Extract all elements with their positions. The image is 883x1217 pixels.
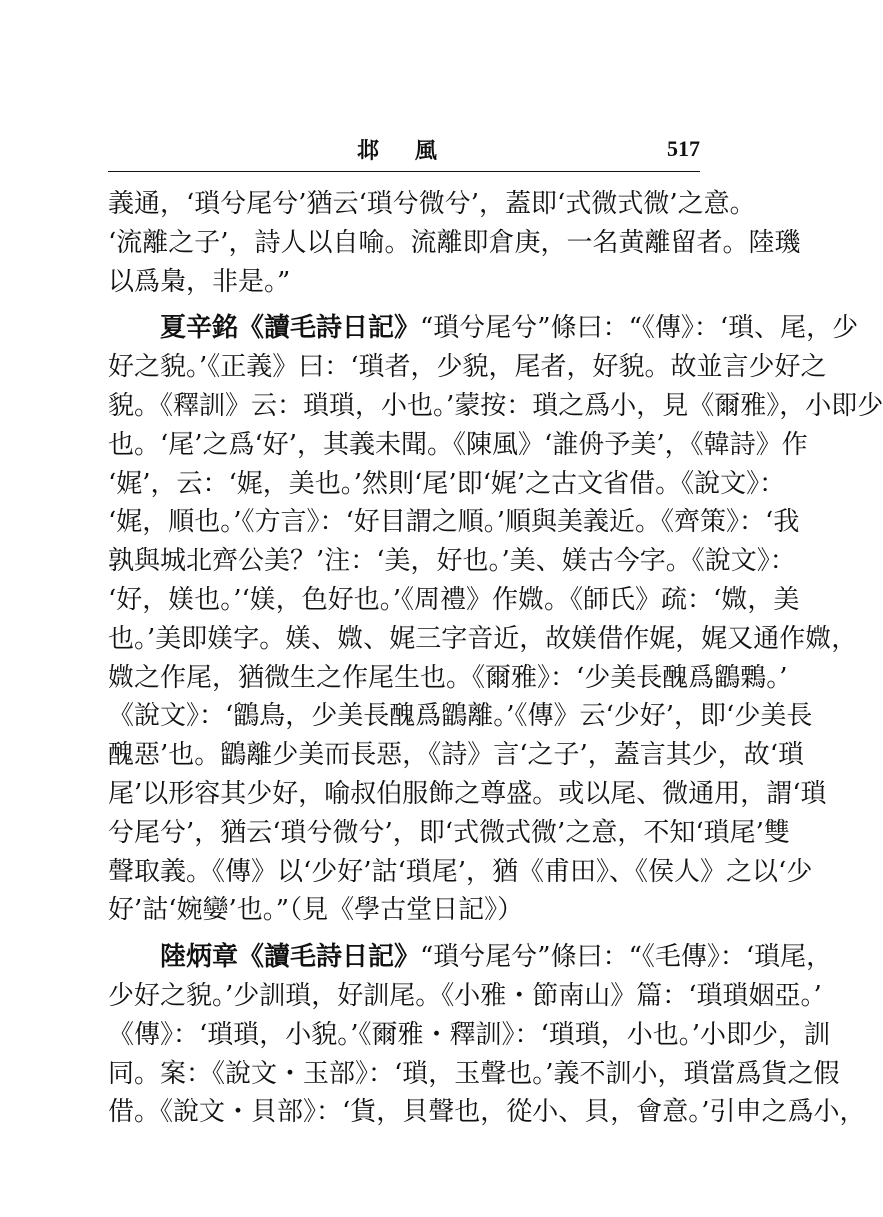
text-line: 《傳》：‘瑣瑣，小貌。’《爾雅・釋訓》：‘瑣瑣，小也。’小即少，訓 bbox=[108, 1019, 831, 1050]
paragraph-lead: 夏辛銘《讀毛詩日記》 bbox=[160, 313, 421, 344]
running-header bbox=[108, 128, 700, 168]
body-text bbox=[108, 185, 883, 1132]
text-line: 少好之貌。’少訓瑣，好訓尾。《小雅・節南山》篇：‘瑣瑣姻亞。’ bbox=[108, 980, 822, 1011]
paragraph-2 bbox=[108, 309, 883, 930]
text-line: ‘流離之子’，詩人以自喻。流離即倉庚，一名黄離留者。陸璣 bbox=[108, 227, 801, 258]
text-line: 也。‘尾’之爲‘好’，其義未聞。《陳風》‘誰侜予美’，《韓詩》作 bbox=[108, 429, 808, 460]
text-line: 以爲梟，非是。” bbox=[108, 266, 291, 297]
text-line: 聲取義。《傳》以‘少好’詁‘瑣尾’，猶《甫田》、《侯人》之以‘少 bbox=[108, 856, 813, 887]
text-line: ‘好，媄也。’‘媄，色好也。’《周禮》作媺。《師氏》疏：‘媺，美 bbox=[108, 584, 800, 615]
paragraph-lead: 陸炳章《讀毛詩日記》 bbox=[160, 942, 421, 973]
text-line: 孰與城北齊公美？’注：‘美，好也。’美、媄古今字。《說文》： bbox=[108, 546, 796, 577]
paragraph-1 bbox=[108, 185, 801, 301]
text-line bbox=[108, 938, 833, 977]
text-line: ‘娓’，云：‘娓，美也。’然則‘尾’即‘娓’之古文省借。《說文》： bbox=[108, 468, 786, 499]
header-rule bbox=[108, 171, 700, 172]
header-title: 邶 風 bbox=[357, 138, 451, 164]
text-line: 好’詁‘婉孌’也。”（見《學古堂日記》） bbox=[108, 895, 524, 926]
text-line bbox=[108, 309, 859, 348]
text-line: 好之貌。’《正義》曰：‘瑣者，少貌，尾者，好貌。故並言少好之 bbox=[108, 352, 827, 383]
page-number: 517 bbox=[667, 136, 700, 161]
text-line: 媺之作尾，猶微生之作尾生也。《爾雅》：‘少美長醜爲鶹鷅。’ bbox=[108, 662, 788, 693]
paragraph-first-line: “瑣兮尾兮”條曰：“《傳》：‘瑣、尾，少 bbox=[420, 313, 859, 344]
text-line: 義通，‘瑣兮尾兮’猶云‘瑣兮微兮’，蓋即‘式微式微’之意。 bbox=[108, 189, 756, 219]
text-line: 醜惡’也。鶹離少美而長惡，《詩》言‘之子’，蓋言其少，故‘瑣 bbox=[108, 740, 805, 771]
text-line: 尾’以形容其少好，喻叔伯服飾之尊盛。或以尾、微通用，謂‘瑣 bbox=[108, 778, 827, 809]
paragraph-first-line: “瑣兮尾兮”條曰：“《毛傳》：‘瑣尾， bbox=[420, 942, 833, 973]
text-line: 同。案：《說文・玉部》：‘瑣，玉聲也。’義不訓小，瑣當爲貨之假 bbox=[108, 1058, 840, 1089]
text-line: 也。’美即媄字。媄、媺、娓三字音近，故媄借作娓，娓又通作媺， bbox=[108, 623, 858, 654]
text-line: 兮尾兮’，猶云‘瑣兮微兮’，即‘式微式微’之意，不知‘瑣尾’雙 bbox=[108, 817, 790, 848]
text-line: 《說文》：‘鶹鳥，少美長醜爲鶹離。’《傳》云‘少好’，即‘少美長 bbox=[108, 701, 813, 732]
paragraph-3 bbox=[108, 938, 866, 1132]
text-line: 貌。《釋訓》云：瑣瑣，小也。’蒙按：瑣之爲小，見《爾雅》，小即少 bbox=[108, 390, 883, 421]
text-line: ‘娓，順也。’《方言》：‘好目謂之順。’順與美義近。《齊策》：‘我 bbox=[108, 507, 800, 538]
text-line: 借。《說文・貝部》：‘貨，貝聲也，從小、貝，會意。’引申之爲小， bbox=[108, 1097, 866, 1128]
